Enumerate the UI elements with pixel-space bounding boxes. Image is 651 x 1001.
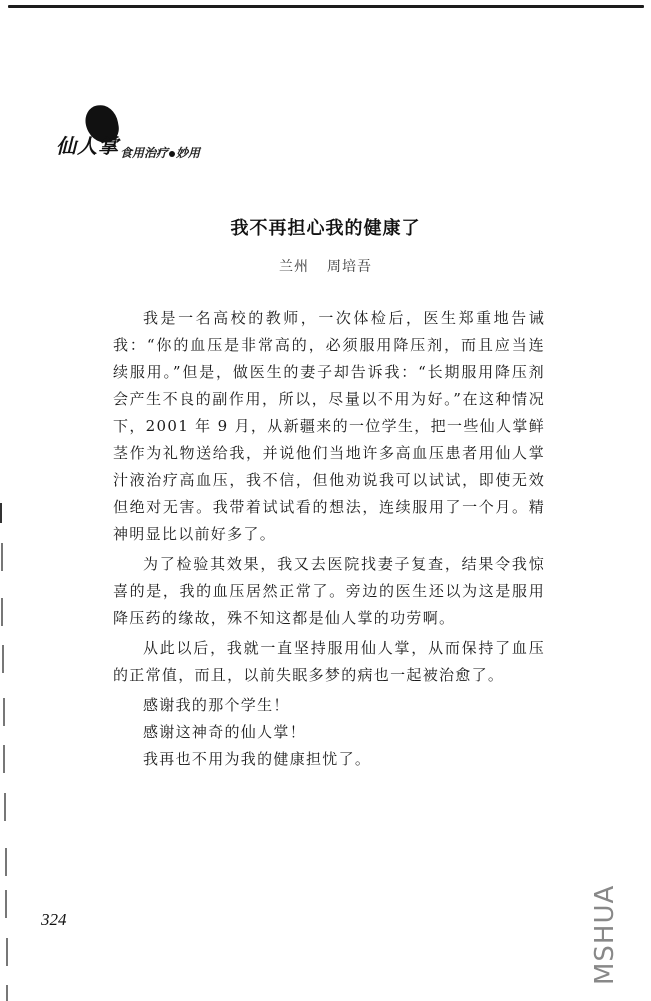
byline-author: 周培吾 <box>327 259 372 275</box>
scan-margin-mark <box>0 503 2 523</box>
scan-margin-mark <box>3 745 5 773</box>
paragraph: 感谢我的那个学生！ <box>143 696 290 714</box>
scan-margin-mark <box>6 985 8 1001</box>
scan-margin-mark <box>6 938 8 966</box>
paragraph: 从此以后，我就一直坚持服用仙人掌，从而保持了血压的正常值，而且，以前失眠多梦的病也一起被治愈了。 <box>113 639 545 684</box>
bullet-dot-icon <box>169 151 175 157</box>
top-rule <box>8 5 644 8</box>
logo-title: 仙人掌 <box>56 134 119 158</box>
scan-margin-mark <box>4 793 6 821</box>
paragraph: 我再也不用为我的健康担忧了。 <box>143 750 372 768</box>
watermark: MSHUA <box>590 884 620 985</box>
paragraph: 感谢这神奇的仙人掌！ <box>143 723 307 741</box>
scan-margin-mark <box>3 698 5 726</box>
logo-subtitle-right: 妙用 <box>176 146 201 160</box>
paragraph: 为了检验其效果，我又去医院找妻子复查，结果令我惊喜的是，我的血压居然正常了。旁边的医生还以为这是服用降压药的缘故，殊不知这都是仙人掌的功劳啊。 <box>113 555 545 627</box>
scan-margin-mark <box>1 598 3 626</box>
logo-subtitle <box>120 144 200 161</box>
scan-margin-mark <box>5 848 7 876</box>
scan-margin-mark <box>1 543 3 571</box>
scan-margin-mark <box>5 890 7 918</box>
logo-subtitle-left: 食用治疗 <box>120 146 169 160</box>
paragraph: 我是一名高校的教师，一次体检后，医生郑重地告诫我：“你的血压是非常高的，必须服用降压剂，而且应当连续服用。”但是，做医生的妻子却告诉我：“长期服用降压剂会产生不良的副作用，所以，尽量以不用为好。”在这种情况下，2001 年 9 月，从新疆来的一位学生，把一些仙人掌鲜茎作为礼物送给我，并说他们当地许多高血压患者用仙人掌汁液治疗高血压，我不信，但他劝说我可以试试，即使无效但绝对无害。我带着试试看的想法，连续服用了一个月。精神明显比以前好多了。 <box>113 309 545 543</box>
scan-margin-mark <box>2 645 4 673</box>
byline <box>0 256 651 276</box>
page-number: 324 <box>41 910 67 929</box>
book-header-logo <box>56 100 246 170</box>
article-title: 我不再担心我的健康了 <box>230 218 421 239</box>
article-body <box>113 305 545 773</box>
byline-place: 兰州 <box>279 259 309 275</box>
